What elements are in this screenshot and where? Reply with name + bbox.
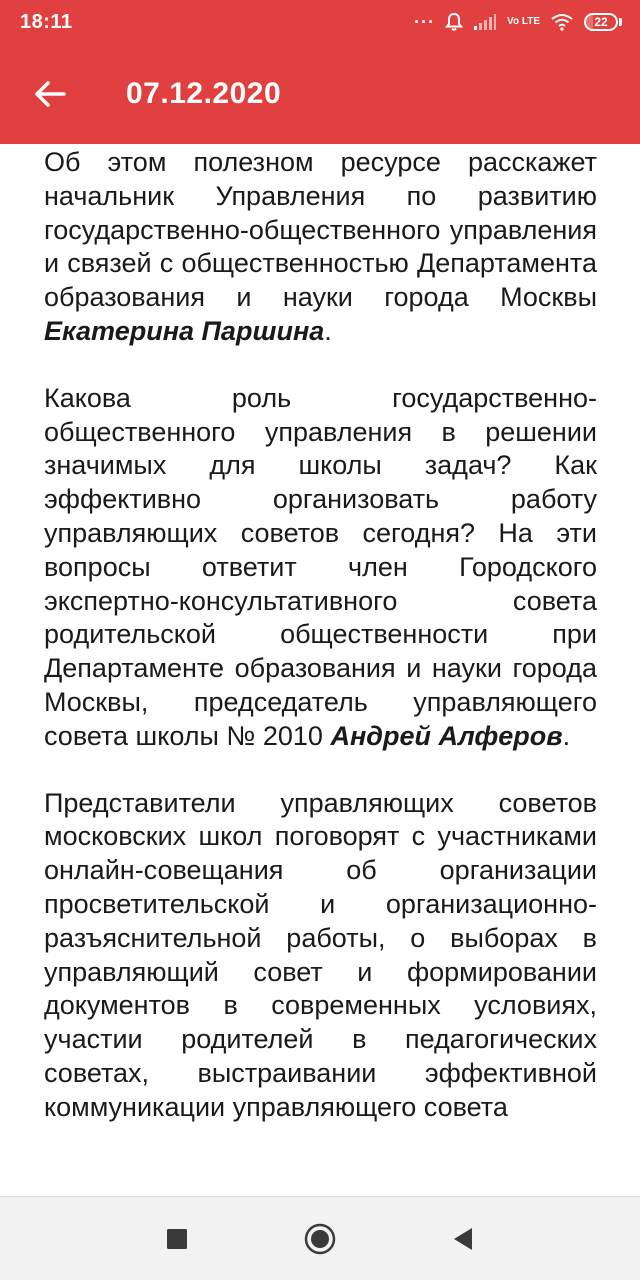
- app-bar: [0, 44, 640, 144]
- signal-icon: [473, 13, 497, 31]
- square-icon: [166, 1228, 188, 1250]
- triangle-back-icon: [452, 1227, 474, 1251]
- article-scroll-area[interactable]: [0, 144, 640, 1196]
- status-icons: [414, 12, 622, 33]
- status-time: 18:11: [20, 10, 73, 33]
- battery-level: 22: [594, 15, 608, 29]
- battery-icon: [584, 13, 622, 31]
- article-body: [0, 146, 640, 1125]
- wifi-icon: [550, 13, 574, 31]
- recents-button[interactable]: [157, 1219, 197, 1259]
- page-title: 07.12.2020: [126, 77, 282, 110]
- circle-icon: [304, 1223, 336, 1255]
- status-bar: [0, 0, 640, 44]
- volte-icon: Vo LTE: [507, 16, 540, 27]
- arrow-left-icon: [34, 80, 66, 108]
- nav-back-button[interactable]: [443, 1219, 483, 1259]
- paragraph-3: Представители управляющих советов московских школ поговорят с участниками онлайн-совещания об организации просветительской и организационно-разъяснительной работы, о выборах в управляющий совет и формировании документов в современных условиях, участии родителей в педагогических советах, выстраивании эффективной коммуникации управляющего совета: [44, 787, 597, 1122]
- back-button[interactable]: [20, 64, 80, 124]
- system-nav-bar: [0, 1196, 640, 1280]
- more-notifications-icon: ···: [414, 11, 436, 32]
- paragraph-2: Какова роль государственно-общественного управления в решении значимых для школы задач? Как эффективно организовать работу управляющих советов сегодня? На эти вопросы ответит член Городского экспертно-консультативного совета родительской общественности при Департаменте образования и науки города Москвы, председатель управляющего совета школы № 2010 Андрей Алферов.: [44, 382, 597, 751]
- paragraph-1: Об этом полезном ресурсе расскажет начальник Управления по развитию государственно-общественного управления и связей с общественностью Департамента образования и науки города Москвы Екатерина Паршина.: [44, 147, 597, 346]
- bell-icon: [445, 12, 463, 32]
- speaker-name-1: Екатерина Паршина: [44, 315, 325, 346]
- home-button[interactable]: [300, 1219, 340, 1259]
- speaker-name-2: Андрей Алферов: [330, 720, 563, 751]
